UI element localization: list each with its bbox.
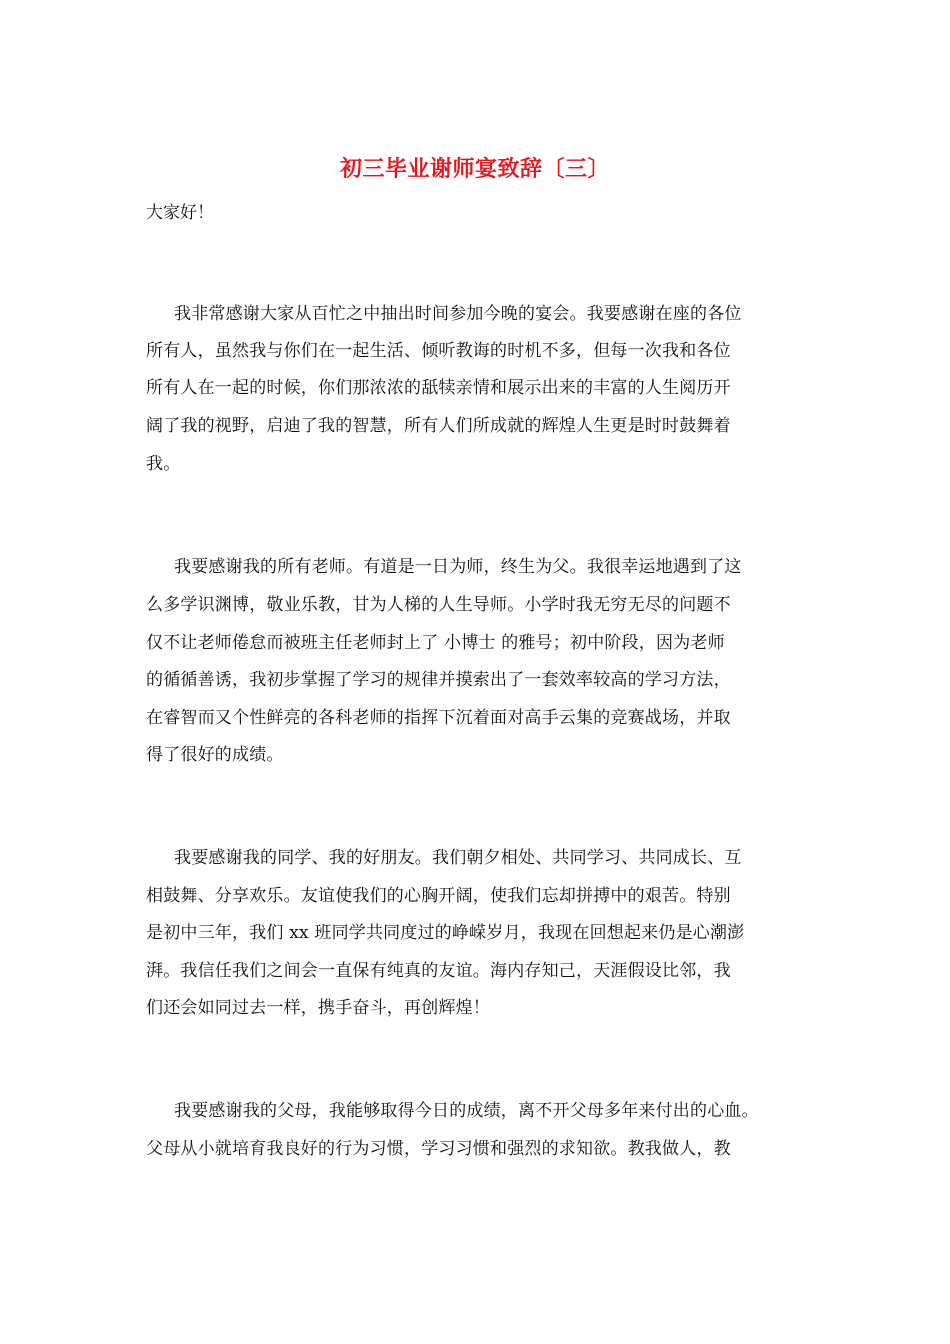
paragraph-line: 我。 <box>146 454 181 474</box>
paragraph-line: 仅不让老师倦怠而被班主任老师封上了 小博士 的雅号；初中阶段，因为老师 <box>146 633 725 653</box>
paragraph-line: 我要感谢我的同学、我的好朋友。我们朝夕相处、共同学习、共同成长、互 <box>174 848 742 868</box>
paragraph-line: 父母从小就培育我良好的行为习惯，学习习惯和强烈的求知欲。教我做人，教 <box>146 1139 731 1159</box>
paragraph-line: 相鼓舞、分享欢乐。友谊使我们的心胸开阔，使我们忘却拼搏中的艰苦。特别 <box>146 886 731 906</box>
paragraph-line: 我要感谢我的父母，我能够取得今日的成绩，离不开父母多年来付出的心血。 <box>174 1101 759 1121</box>
greeting: 大家好！ <box>146 203 214 223</box>
paragraph-line: 们还会如同过去一样，携手奋斗，再创辉煌！ <box>146 998 490 1018</box>
paragraph-line: 得了很好的成绩。 <box>146 745 284 765</box>
paragraph-line: 阔了我的视野，启迪了我的智慧，所有人们所成就的辉煌人生更是时时鼓舞着 <box>146 416 731 436</box>
paragraph-line: 所有人，虽然我与你们在一起生活、倾听教诲的时机不多，但每一次我和各位 <box>146 341 731 361</box>
paragraph-line: 的循循善诱，我初步掌握了学习的规律并摸索出了一套效率较高的学习方法， <box>146 670 731 690</box>
paragraph-line: 湃。我信任我们之间会一直保有纯真的友谊。海内存知己，天涯假设比邻，我 <box>146 961 731 981</box>
paragraph-line: 所有人在一起的时候，你们那浓浓的舐犊亲情和展示出来的丰富的人生阅历开 <box>146 378 731 398</box>
document-title: 初三毕业谢师宴致辞〔三〕 <box>339 156 610 182</box>
paragraph-line: 么多学识渊博，敬业乐教，甘为人梯的人生导师。小学时我无穷无尽的问题不 <box>146 595 731 615</box>
paragraph-line: 我非常感谢大家从百忙之中抽出时间参加今晚的宴会。我要感谢在座的各位 <box>174 304 742 324</box>
paragraph-line: 在睿智而又个性鲜亮的各科老师的指挥下沉着面对高手云集的竞赛战场，并取 <box>146 708 731 728</box>
paragraph-line: 是初中三年，我们 xx 班同学共同度过的峥嵘岁月，我现在回想起来仍是心潮澎 <box>146 923 745 943</box>
paragraph-line: 我要感谢我的所有老师。有道是一日为师，终生为父。我很幸运地遇到了这 <box>174 557 742 577</box>
